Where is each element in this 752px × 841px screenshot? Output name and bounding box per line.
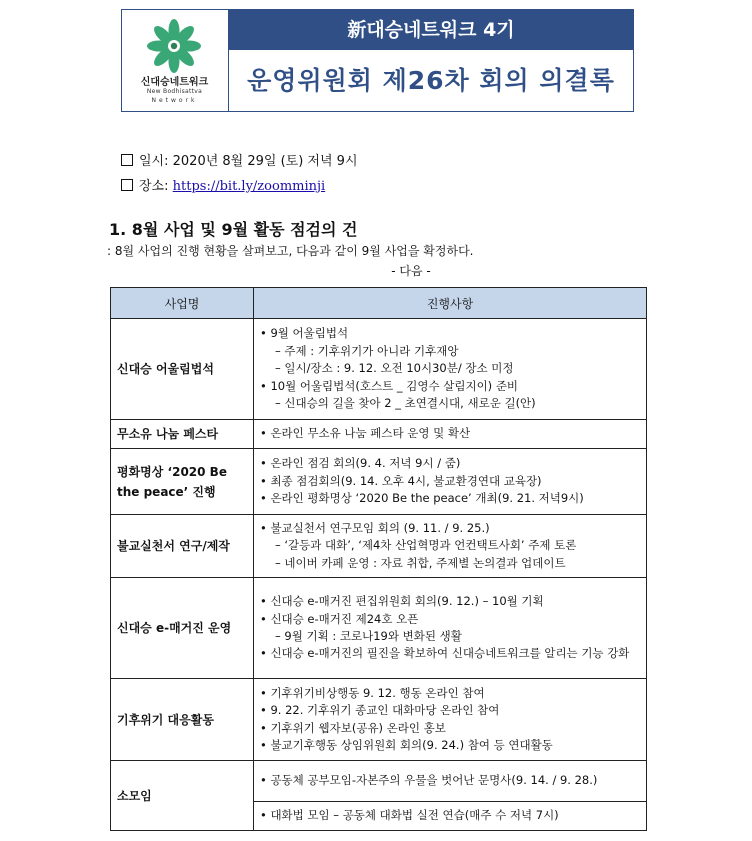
progress-details bbox=[254, 515, 647, 578]
progress-details bbox=[254, 578, 647, 679]
header-cell-project: 사업명 bbox=[111, 288, 254, 319]
detail-line: • 온라인 무소유 나눔 페스타 운영 및 확산 bbox=[260, 426, 471, 441]
detail-line: • 온라인 평화명상 ‘2020 Be the peace’ 개최(9. 21. 저녁9시) bbox=[260, 491, 584, 506]
logo bbox=[122, 10, 229, 111]
logo-english-line2: Network bbox=[151, 97, 198, 104]
meeting-place bbox=[121, 175, 325, 194]
detail-line: • 신대승 e-매거진의 필진을 확보하여 신대승네트워크를 알리는 기능 강화 bbox=[260, 646, 630, 661]
header-cell-progress: 진행사항 bbox=[254, 288, 647, 319]
detail-line: • 기후위기 웹자보(공유) 온라인 홍보 bbox=[260, 720, 446, 735]
project-name: 불교실천서 연구/제작 bbox=[111, 515, 254, 578]
document-title: 新대승네트워크 4기 bbox=[229, 10, 633, 50]
table-row bbox=[111, 449, 647, 515]
detail-line: • 신대승 e-매거진 제24호 오픈 bbox=[260, 611, 419, 626]
progress-details bbox=[254, 319, 647, 420]
detail-line: • 9월 어울림법석 bbox=[260, 326, 349, 341]
project-name: 무소유 나눔 페스타 bbox=[111, 420, 254, 449]
detail-line: – 9월 기획 : 코로나19와 변화된 생활 bbox=[275, 629, 462, 643]
detail-line: – ‘갈등과 대화’, ‘제4차 산업혁명과 언컨택트사회’ 주제 토론 bbox=[275, 538, 577, 553]
progress-details bbox=[254, 679, 647, 761]
detail-line: • 온라인 점검 회의(9. 4. 저녁 9시 / 줌) bbox=[260, 456, 461, 471]
logo-korean-name: 신대승네트워크 bbox=[140, 77, 209, 88]
table-header-row bbox=[111, 288, 647, 319]
detail-line: • 불교실천서 연구모임 회의 (9. 11. / 9. 25.) bbox=[260, 520, 490, 535]
meeting-place-label: 장소: bbox=[139, 179, 173, 194]
detail-line: • 최종 점검회의(9. 14. 오후 4시, 불교환경연대 교육장) bbox=[260, 473, 542, 488]
table-row bbox=[111, 761, 647, 802]
progress-details bbox=[254, 802, 647, 831]
meeting-date bbox=[121, 150, 358, 169]
section-next-label: - 다음 - bbox=[391, 264, 431, 278]
checkbox-icon bbox=[121, 154, 133, 166]
detail-line: – 신대승의 길을 찾아 2 _ 초연결시대, 새로운 길(안) bbox=[275, 396, 536, 411]
project-name: 신대승 e-매거진 운영 bbox=[111, 578, 254, 679]
project-name: 신대승 어울림법석 bbox=[111, 319, 254, 420]
meeting-date-text: 일시: 2020년 8월 29일 (토) 저녁 9시 bbox=[139, 154, 358, 169]
table-row bbox=[111, 679, 647, 761]
checkbox-icon bbox=[121, 179, 133, 191]
detail-line: – 일시/장소 : 9. 12. 오전 10시30분/ 장소 미정 bbox=[275, 361, 514, 376]
project-name: 평화명상 ‘2020 Be the peace’ 진행 bbox=[111, 449, 254, 515]
detail-line: • 공동체 공부모임-자본주의 우물을 벗어난 문명사(9. 14. / 9. 28.) bbox=[260, 773, 598, 788]
document-subtitle: 운영위원회 제26차 회의 의결록 bbox=[247, 66, 615, 95]
progress-details bbox=[254, 449, 647, 515]
meeting-place-link[interactable]: https://bit.ly/zoomminji bbox=[172, 179, 326, 194]
table-row bbox=[111, 515, 647, 578]
progress-details bbox=[254, 761, 647, 802]
section-description: : 8월 사업의 진행 현황을 살펴보고, 다음과 같이 9월 사업을 확정하다. bbox=[107, 244, 474, 258]
table-row bbox=[111, 319, 647, 420]
detail-line: • 기후위기비상행동 9. 12. 행동 온라인 참여 bbox=[260, 685, 485, 700]
detail-line: • 10월 어울림법석(호스트 _ 김영수 살림지이) 준비 bbox=[260, 378, 519, 393]
table-row bbox=[111, 578, 647, 679]
detail-line: • 9. 22. 기후위기 종교인 대화마당 온라인 참여 bbox=[260, 703, 500, 718]
progress-details bbox=[254, 420, 647, 449]
logo-english-line1: New Bodhisattva bbox=[146, 88, 203, 95]
detail-line: – 네이버 카페 운영 : 자료 취합, 주제별 논의결과 업데이트 bbox=[275, 555, 566, 570]
activity-table bbox=[110, 287, 647, 831]
detail-line: • 불교기후행동 상임위원회 회의(9. 24.) 참여 등 연대활동 bbox=[260, 737, 553, 752]
section-title: 1. 8월 사업 및 9월 활동 점검의 건 bbox=[109, 220, 358, 239]
document-header bbox=[121, 9, 634, 112]
detail-line: • 신대승 e-매거진 편집위원회 회의(9. 12.) – 10월 기획 bbox=[260, 594, 544, 609]
project-name: 소모임 bbox=[111, 761, 254, 831]
detail-line: • 대화법 모임 – 공동체 대화법 실전 연습(매주 수 저녁 7시) bbox=[260, 808, 559, 823]
detail-line: – 주제 : 기후위기가 아니라 기후재앙 bbox=[275, 343, 459, 358]
lotus-logo-icon bbox=[144, 18, 204, 74]
table-row bbox=[111, 420, 647, 449]
project-name: 기후위기 대응활동 bbox=[111, 679, 254, 761]
